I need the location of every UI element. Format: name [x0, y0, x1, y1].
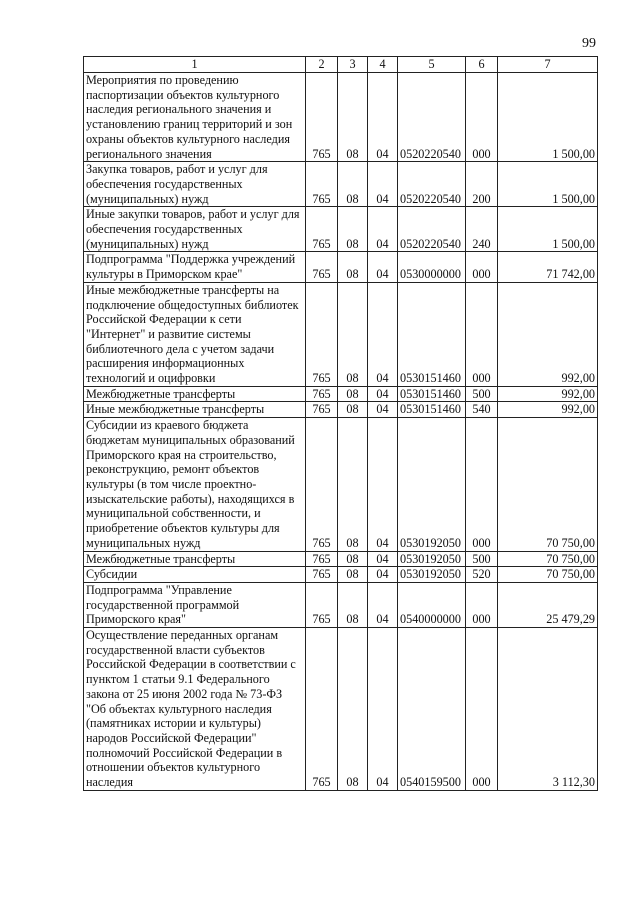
row-col6: 000	[466, 73, 498, 162]
row-col7: 1 500,00	[498, 162, 598, 207]
row-col5: 0520220540	[398, 162, 466, 207]
row-col7: 1 500,00	[498, 207, 598, 252]
row-col5: 0520220540	[398, 207, 466, 252]
row-col2: 765	[306, 252, 338, 282]
row-col6: 000	[466, 582, 498, 627]
row-col4: 04	[368, 582, 398, 627]
row-col4: 04	[368, 386, 398, 402]
page-number: 99	[582, 36, 596, 51]
row-col5: 0530192050	[398, 418, 466, 551]
row-name: Осуществление переданных органам государственной власти субъектов Российской Федерации в соответствии с пунктом 1 статьи 9.1 Федерального закона от 25 июня 2002 года № 73-ФЗ "Об объектах культурного наследия (памятниках истории и культуры) народов Российской Федерации" полномочий Российской Федерации в отношении объектов культурного наследия	[84, 628, 306, 791]
row-col3: 08	[338, 252, 368, 282]
row-col4: 04	[368, 402, 398, 418]
budget-table	[83, 56, 598, 791]
row-name: Межбюджетные трансферты	[84, 551, 306, 567]
row-col5: 0540159500	[398, 628, 466, 791]
table-row	[84, 582, 598, 627]
table-row	[84, 551, 598, 567]
row-col6: 500	[466, 386, 498, 402]
row-col7: 3 112,30	[498, 628, 598, 791]
table-row	[84, 402, 598, 418]
row-col2: 765	[306, 386, 338, 402]
row-col3: 08	[338, 282, 368, 386]
row-col2: 765	[306, 418, 338, 551]
row-name: Иные закупки товаров, работ и услуг для обеспечения государственных (муниципальных) нужд	[84, 207, 306, 252]
row-col7: 992,00	[498, 386, 598, 402]
row-col5: 0530000000	[398, 252, 466, 282]
row-col6: 240	[466, 207, 498, 252]
row-col4: 04	[368, 207, 398, 252]
table-row	[84, 628, 598, 791]
row-name: Закупка товаров, работ и услуг для обеспечения государственных (муниципальных) нужд	[84, 162, 306, 207]
row-col7: 992,00	[498, 282, 598, 386]
row-col3: 08	[338, 402, 368, 418]
row-col5: 0530192050	[398, 567, 466, 583]
row-col7: 70 750,00	[498, 418, 598, 551]
row-col3: 08	[338, 162, 368, 207]
row-name: Иные межбюджетные трансферты на подключение общедоступных библиотек Российской Федерации к сети "Интернет" и развитие системы библиотечного дела с учетом задачи расширения информационных технологий и оцифровки	[84, 282, 306, 386]
col-header-5: 5	[398, 57, 466, 73]
row-col3: 08	[338, 628, 368, 791]
row-col2: 765	[306, 207, 338, 252]
row-col6: 000	[466, 628, 498, 791]
row-col3: 08	[338, 567, 368, 583]
row-col2: 765	[306, 551, 338, 567]
col-header-2: 2	[306, 57, 338, 73]
row-col7: 70 750,00	[498, 567, 598, 583]
table-row	[84, 207, 598, 252]
col-header-4: 4	[368, 57, 398, 73]
row-col7: 992,00	[498, 402, 598, 418]
row-name: Подпрограмма "Поддержка учреждений культуры в Приморском крае"	[84, 252, 306, 282]
row-col6: 520	[466, 567, 498, 583]
row-col4: 04	[368, 73, 398, 162]
row-col6: 000	[466, 418, 498, 551]
row-col3: 08	[338, 207, 368, 252]
row-col4: 04	[368, 551, 398, 567]
header-row	[84, 57, 598, 73]
row-col2: 765	[306, 162, 338, 207]
row-col3: 08	[338, 582, 368, 627]
row-col4: 04	[368, 567, 398, 583]
row-col6: 000	[466, 252, 498, 282]
row-col5: 0540000000	[398, 582, 466, 627]
col-header-7: 7	[498, 57, 598, 73]
row-col7: 70 750,00	[498, 551, 598, 567]
table-row	[84, 418, 598, 551]
col-header-1: 1	[84, 57, 306, 73]
row-col5: 0520220540	[398, 73, 466, 162]
row-col5: 0530151460	[398, 282, 466, 386]
table-row	[84, 567, 598, 583]
row-col6: 540	[466, 402, 498, 418]
row-col4: 04	[368, 418, 398, 551]
row-col7: 25 479,29	[498, 582, 598, 627]
row-col5: 0530151460	[398, 402, 466, 418]
row-col4: 04	[368, 252, 398, 282]
row-col3: 08	[338, 418, 368, 551]
row-col2: 765	[306, 73, 338, 162]
row-col2: 765	[306, 628, 338, 791]
row-col7: 1 500,00	[498, 73, 598, 162]
col-header-6: 6	[466, 57, 498, 73]
row-col2: 765	[306, 402, 338, 418]
row-col3: 08	[338, 73, 368, 162]
row-col6: 000	[466, 282, 498, 386]
row-name: Межбюджетные трансферты	[84, 386, 306, 402]
row-col5: 0530192050	[398, 551, 466, 567]
row-name: Субсидии из краевого бюджета бюджетам муниципальных образований Приморского края на строительство, реконструкцию, ремонт объектов культуры (в том числе проектно-изыскательские работы), находящихся в муниципальной собственности, и приобретение объектов культуры для муниципальных нужд	[84, 418, 306, 551]
table-row	[84, 73, 598, 162]
row-col6: 200	[466, 162, 498, 207]
row-col2: 765	[306, 582, 338, 627]
table-row	[84, 252, 598, 282]
row-col3: 08	[338, 386, 368, 402]
row-name: Иные межбюджетные трансферты	[84, 402, 306, 418]
row-col2: 765	[306, 282, 338, 386]
row-name: Подпрограмма "Управление государственной программой Приморского края"	[84, 582, 306, 627]
col-header-3: 3	[338, 57, 368, 73]
row-col2: 765	[306, 567, 338, 583]
row-col4: 04	[368, 282, 398, 386]
row-col6: 500	[466, 551, 498, 567]
row-col5: 0530151460	[398, 386, 466, 402]
row-col3: 08	[338, 551, 368, 567]
table-row	[84, 282, 598, 386]
row-name: Субсидии	[84, 567, 306, 583]
row-col4: 04	[368, 628, 398, 791]
table-row	[84, 386, 598, 402]
row-col4: 04	[368, 162, 398, 207]
row-name: Мероприятия по проведению паспортизации объектов культурного наследия регионального значения и установлению границ территорий и зон охраны объектов культурного наследия регионального значения	[84, 73, 306, 162]
row-col7: 71 742,00	[498, 252, 598, 282]
table-row	[84, 162, 598, 207]
